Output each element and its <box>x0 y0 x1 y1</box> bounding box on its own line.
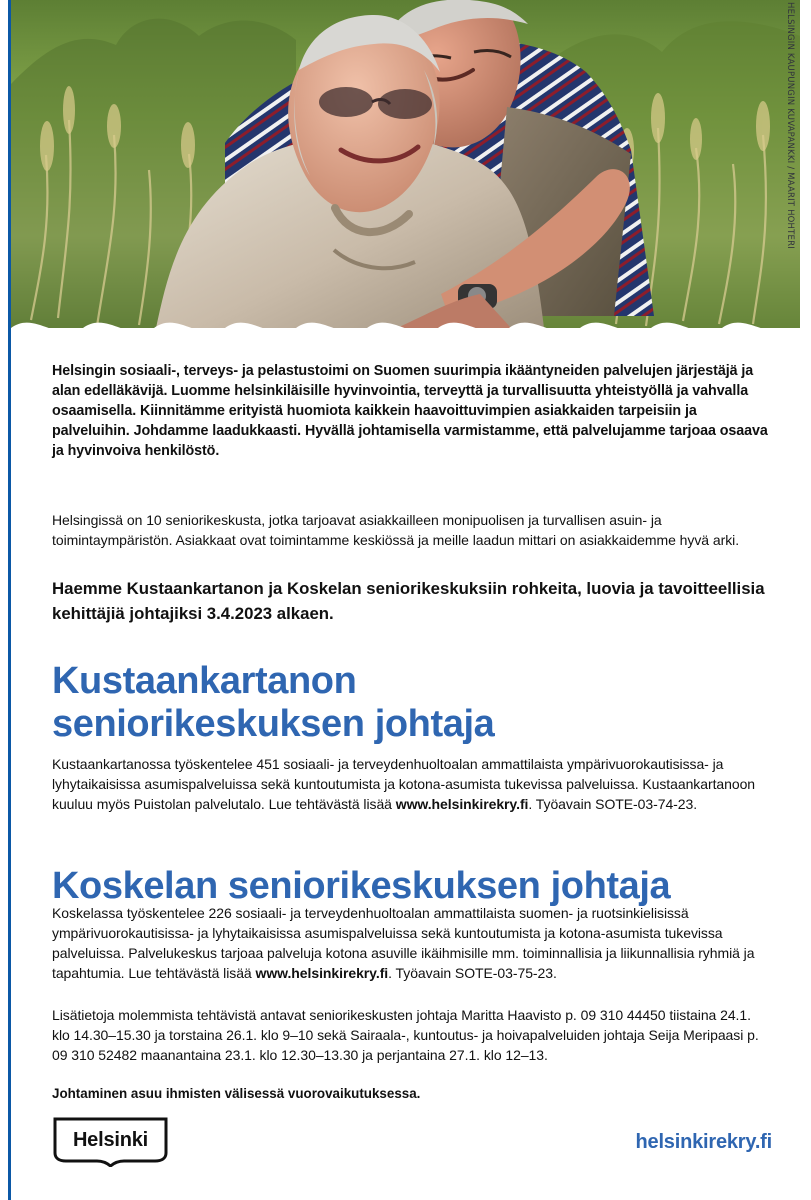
koskela-work-key: . Työavain SOTE-03-75-23. <box>388 965 557 981</box>
hero-photo <box>11 0 800 328</box>
koskela-heading: Koskelan seniorikeskuksen johtaja <box>52 864 671 907</box>
kustaankartano-work-key: . Työavain SOTE-03-74-23. <box>528 796 698 812</box>
kustaankartano-helsinkirekry-link[interactable]: www.helsinkirekry.fi <box>395 796 529 812</box>
koskela-description <box>52 903 772 983</box>
intro-paragraph: Helsingin sosiaali-, terveys- ja pelastustoimi on Suomen suurimpia ikääntyneiden palvelujen järjestäjä ja alan edelläkävijä. Luomme helsinkiläisille hyvinvointia, terveyttä ja turvallisuutta yhteistyöllä ja vahvalla osaamisella. Kiinnitämme erityistä huomiota kaikkein haavoittuvimpien asiakkaiden tarpeisiin ja palveluihin. Johdamme laadukkaasti. Hyvällä johtamisella varmistamme, että palvelujamme tarjoaa osaava ja hyvinvoiva henkilöstö. <box>52 363 768 460</box>
photo-credit: HELSINGIN KAUPUNGIN KUVAPANKKI / MAARIT HOHTERI <box>785 2 795 249</box>
helsinki-logo-text: Helsinki <box>72 1129 149 1151</box>
elderly-couple-photo-illustration <box>11 0 800 328</box>
helsinki-logo <box>52 1116 169 1167</box>
kustaankartano-description <box>52 754 772 814</box>
kustaankartano-heading <box>52 660 772 746</box>
helsinkirekry-website[interactable]: helsinkirekry.fi <box>635 1131 772 1153</box>
kustaankartano-heading-line-1: Kustaankartanon <box>52 660 357 703</box>
koskela-description-text: Koskelassa työskentelee 226 sosiaali- ja terveydenhuoltoalan ammattilaista suomen- ja ruotsinkielisissä ympärivuorokautisissa- ja lyhytaikaisissa asumispalveluissa sekä kuntoutumista ja kotona-asumista tukevissa palveluissa. Palvelukeskus tarjoaa palveluja kotona asuville ikäihmisille mm. toiminnallisia ja liikunnallisia ryhmiä ja tapahtumia. Lue tehtävästä lisää <box>52 905 755 981</box>
koskela-helsinkirekry-link[interactable]: www.helsinkirekry.fi <box>255 965 389 981</box>
kustaankartano-heading-line-2: seniorikeskuksen johtaja <box>52 703 495 746</box>
contact-information: Lisätietoja molemmista tehtävistä antavat seniorikeskusten johtaja Maritta Haavisto p. 09 310 44450 tiistaina 24.1. klo 14.30–15.30 ja torstaina 26.1. klo 9–10 sekä Sairaala-, kuntoutus- ja hoivapalveluiden johtaja Seija Meripaasi p. 09 310 52482 maanantaina 23.1. klo 12.30–13.30 ja perjantaina 27.1. klo 12–13. <box>52 1007 759 1063</box>
kustaankartano-description-text: Kustaankartanossa työskentelee 451 sosiaali- ja terveydenhuoltoalan ammattilaista ympärivuorokautisissa- ja lyhytaikaisissa asumispalveluissa sekä kuntoutumista ja kotona-asumista tukevissa palveluissa. Kustaankartanoon kuuluu myös Puistolan palvelutalo. Lue tehtävästä lisää <box>52 756 756 812</box>
senior-centers-paragraph: Helsingissä on 10 seniorikeskusta, jotka tarjoavat asiakkailleen monipuolisen ja turvallisen asuin- ja toimintaympäristön. Asiakkaat ovat toimintamme keskiössä ja meille laadun mittari on asiakkaidemme hyvä arki. <box>52 512 740 548</box>
leadership-slogan: Johtaminen asuu ihmisten välisessä vuorovaikutuksessa. <box>52 1086 421 1102</box>
recruitment-paragraph: Haemme Kustaankartanon ja Koskelan seniorikeskuksiin rohkeita, luovia ja tavoitteellisia kehittäjiä johtajiksi 3.4.2023 alkaen. <box>52 578 765 623</box>
